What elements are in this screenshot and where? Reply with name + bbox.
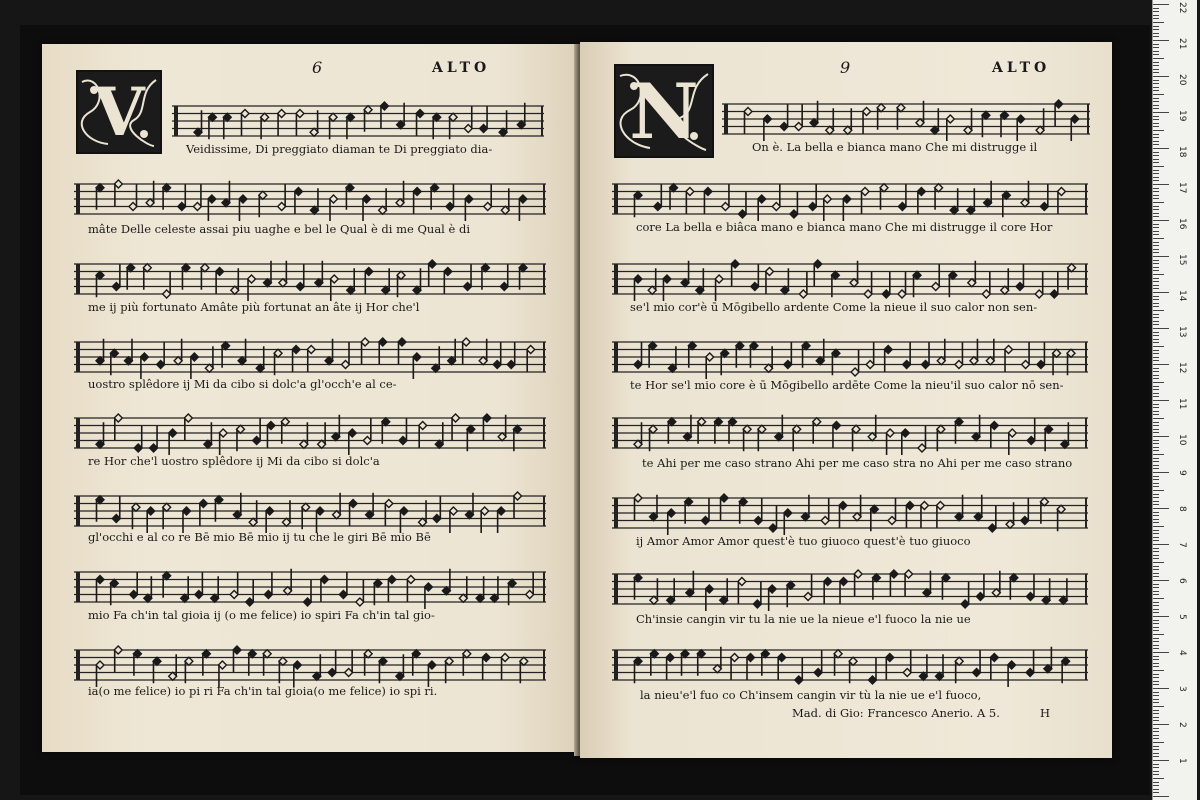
ruler-tick bbox=[1153, 447, 1159, 448]
ruler-tick bbox=[1153, 130, 1164, 131]
ruler-tick bbox=[1153, 112, 1169, 113]
ruler-tick bbox=[1153, 213, 1159, 214]
ruler-tick bbox=[1153, 198, 1159, 199]
music-staff bbox=[612, 404, 1088, 438]
ruler-tick bbox=[1153, 249, 1159, 250]
ruler-tick bbox=[1153, 587, 1159, 588]
ruler-tick bbox=[1153, 602, 1159, 603]
ruler-tick bbox=[1153, 105, 1159, 106]
music-staff bbox=[74, 636, 546, 670]
ruler-tick bbox=[1153, 216, 1159, 217]
ruler-tick bbox=[1153, 72, 1159, 73]
ruler-tick bbox=[1153, 44, 1159, 45]
ruler-tick bbox=[1153, 699, 1159, 700]
ruler-tick bbox=[1153, 774, 1159, 775]
ruler-tick bbox=[1153, 317, 1159, 318]
ruler-tick bbox=[1153, 47, 1159, 48]
ruler-tick bbox=[1153, 375, 1159, 376]
ruler-tick bbox=[1153, 29, 1159, 30]
ruler-tick bbox=[1153, 778, 1164, 779]
lyric-line: me ij più fortunato Amâte più fortunat an âte ij Hor che'l bbox=[88, 300, 420, 314]
ruler-tick bbox=[1153, 108, 1159, 109]
ruler-tick bbox=[1153, 519, 1159, 520]
ruler-tick bbox=[1153, 15, 1159, 16]
ruler-tick bbox=[1153, 335, 1159, 336]
ruler-tick bbox=[1153, 710, 1159, 711]
ruler-tick bbox=[1153, 141, 1159, 142]
music-staff bbox=[74, 250, 546, 284]
ruler-tick bbox=[1153, 497, 1159, 498]
ruler-number: 21 bbox=[1177, 38, 1187, 50]
ruler-number: 3 bbox=[1177, 686, 1187, 692]
music-staff bbox=[722, 90, 1090, 124]
ruler-number: 17 bbox=[1177, 182, 1187, 194]
ruler-tick bbox=[1153, 83, 1159, 84]
ruler-tick bbox=[1153, 429, 1159, 430]
ruler-tick bbox=[1153, 202, 1164, 203]
ruler-tick bbox=[1153, 771, 1159, 772]
ruler-tick bbox=[1153, 184, 1169, 185]
ruler-tick bbox=[1153, 731, 1159, 732]
music-staff bbox=[612, 170, 1088, 204]
ruler-tick bbox=[1153, 126, 1159, 127]
ruler-tick bbox=[1153, 414, 1159, 415]
ruler-tick bbox=[1153, 494, 1159, 495]
ruler-tick bbox=[1153, 706, 1164, 707]
ruler-tick bbox=[1153, 566, 1159, 567]
right-part-name: ALTO bbox=[992, 60, 1051, 76]
ruler-tick bbox=[1153, 400, 1169, 401]
initial-letter-left: V bbox=[93, 73, 145, 151]
ruler-tick bbox=[1153, 234, 1159, 235]
ruler-tick bbox=[1153, 51, 1159, 52]
ruler-tick bbox=[1153, 303, 1159, 304]
ruler-tick bbox=[1153, 508, 1169, 509]
ruler-tick bbox=[1153, 648, 1159, 649]
ruler-tick bbox=[1153, 436, 1169, 437]
ruler-tick bbox=[1153, 4, 1169, 5]
music-staff bbox=[612, 636, 1088, 670]
ruler-tick bbox=[1153, 292, 1169, 293]
ruler-tick bbox=[1153, 609, 1159, 610]
lyric-line: Ch'insie cangin vir tu la nie ue la nieue e'l fuoco la nie ue bbox=[636, 612, 971, 626]
decorated-initial-left bbox=[76, 70, 162, 154]
ruler-tick bbox=[1153, 764, 1159, 765]
ruler-tick bbox=[1153, 33, 1159, 34]
ruler-tick bbox=[1153, 713, 1159, 714]
ruler-tick bbox=[1153, 598, 1164, 599]
ruler-tick bbox=[1153, 245, 1159, 246]
ruler-tick bbox=[1153, 155, 1159, 156]
ruler-tick bbox=[1153, 522, 1159, 523]
music-staff bbox=[74, 482, 546, 516]
ruler-number: 15 bbox=[1177, 254, 1187, 266]
ruler-tick bbox=[1153, 792, 1159, 793]
ruler-tick bbox=[1153, 562, 1164, 563]
ruler-tick bbox=[1153, 224, 1159, 225]
lyric-line: mio Fa ch'in tal gioia ij (o me felice) io spiri Fa ch'in tal gio- bbox=[88, 608, 435, 622]
ruler-tick bbox=[1153, 440, 1159, 441]
ruler-tick bbox=[1153, 26, 1159, 27]
ruler-number: 4 bbox=[1177, 650, 1187, 656]
ruler-tick bbox=[1153, 306, 1159, 307]
measurement-ruler bbox=[1152, 0, 1197, 800]
ruler-tick bbox=[1153, 591, 1159, 592]
ruler-tick bbox=[1153, 548, 1159, 549]
lyric-line: te Ahi per me caso strano Ahi per me caso stra no Ahi per me caso strano bbox=[642, 456, 1073, 470]
ruler-number: 2 bbox=[1177, 722, 1187, 728]
music-staff bbox=[612, 484, 1088, 518]
ruler-tick bbox=[1153, 263, 1159, 264]
lyric-line: ia(o me felice) io pi ri Fa ch'in tal gioia(o me felice) io spi ri. bbox=[88, 684, 438, 698]
ruler-tick bbox=[1153, 353, 1159, 354]
ruler-tick bbox=[1153, 620, 1159, 621]
ruler-tick bbox=[1153, 580, 1169, 581]
ruler-tick bbox=[1153, 422, 1159, 423]
ruler-tick bbox=[1153, 695, 1159, 696]
right-page-number: 9 bbox=[840, 58, 851, 77]
ruler-tick bbox=[1153, 702, 1159, 703]
ruler-tick bbox=[1153, 692, 1159, 693]
ruler-tick bbox=[1153, 252, 1159, 253]
ruler-number: 10 bbox=[1177, 434, 1187, 446]
left-part-name: ALTO bbox=[432, 60, 491, 76]
ruler-tick bbox=[1153, 393, 1159, 394]
ruler-tick bbox=[1153, 688, 1169, 689]
ruler-tick bbox=[1153, 540, 1159, 541]
ruler-tick bbox=[1153, 177, 1159, 178]
ruler-tick bbox=[1153, 472, 1169, 473]
ruler-number: 11 bbox=[1177, 398, 1187, 410]
ruler-tick bbox=[1153, 90, 1159, 91]
ruler-tick bbox=[1153, 206, 1159, 207]
ruler-tick bbox=[1153, 144, 1159, 145]
lyric-line: te Hor se'l mio core è ū Mōgibello ardēte Come la nieu'il suo calor nō sen- bbox=[630, 378, 1064, 392]
ruler-tick bbox=[1153, 450, 1159, 451]
ruler-tick bbox=[1153, 504, 1159, 505]
ruler-tick bbox=[1153, 537, 1159, 538]
ruler-tick bbox=[1153, 270, 1159, 271]
decorated-initial-right bbox=[614, 64, 714, 158]
ruler-tick bbox=[1153, 782, 1159, 783]
ruler-tick bbox=[1153, 360, 1159, 361]
ruler-number: 7 bbox=[1177, 542, 1187, 548]
signature-mark: H bbox=[1040, 706, 1051, 720]
music-staff bbox=[74, 170, 546, 204]
ruler-tick bbox=[1153, 220, 1169, 221]
ruler-number: 20 bbox=[1177, 74, 1187, 86]
ruler-tick bbox=[1153, 281, 1159, 282]
lyric-line: se'l mio cor'è ū Mōgibello ardente Come la nieue il suo calor non sen- bbox=[630, 300, 1038, 314]
ruler-tick bbox=[1153, 767, 1159, 768]
ruler-number: 14 bbox=[1177, 290, 1187, 302]
ruler-tick bbox=[1153, 526, 1164, 527]
music-staff bbox=[612, 560, 1088, 594]
lyric-line: mâte Delle celeste assai piu uaghe e bel le Qual è di me Qual è di bbox=[88, 222, 471, 236]
ruler-tick bbox=[1153, 357, 1159, 358]
ruler-tick bbox=[1153, 501, 1159, 502]
ruler-tick bbox=[1153, 166, 1164, 167]
ruler-tick bbox=[1153, 288, 1159, 289]
ruler-tick bbox=[1153, 796, 1169, 797]
ruler-tick bbox=[1153, 321, 1159, 322]
ruler-tick bbox=[1153, 454, 1164, 455]
ruler-tick bbox=[1153, 324, 1159, 325]
ruler-tick bbox=[1153, 364, 1169, 365]
ruler-tick bbox=[1153, 674, 1159, 675]
ruler-tick bbox=[1153, 180, 1159, 181]
ruler-tick bbox=[1153, 80, 1159, 81]
ruler-tick bbox=[1153, 119, 1159, 120]
ruler-tick bbox=[1153, 641, 1159, 642]
ruler-tick bbox=[1153, 188, 1159, 189]
ruler-tick bbox=[1153, 569, 1159, 570]
ruler-tick bbox=[1153, 191, 1159, 192]
ruler-tick bbox=[1153, 742, 1164, 743]
ruler-tick bbox=[1153, 116, 1159, 117]
ruler-tick bbox=[1153, 242, 1159, 243]
ruler-tick bbox=[1153, 382, 1164, 383]
ruler-tick bbox=[1153, 260, 1159, 261]
ruler-tick bbox=[1153, 512, 1159, 513]
ruler-tick bbox=[1153, 11, 1159, 12]
ruler-tick bbox=[1153, 368, 1159, 369]
ruler-tick bbox=[1153, 65, 1159, 66]
ruler-tick bbox=[1153, 717, 1159, 718]
ruler-tick bbox=[1153, 458, 1159, 459]
ruler-tick bbox=[1153, 350, 1159, 351]
ruler-tick bbox=[1153, 576, 1159, 577]
ruler-tick bbox=[1153, 134, 1159, 135]
ruler-tick bbox=[1153, 749, 1159, 750]
ruler-tick bbox=[1153, 296, 1159, 297]
ruler-tick bbox=[1153, 378, 1159, 379]
ruler-tick bbox=[1153, 515, 1159, 516]
ruler-number: 18 bbox=[1177, 146, 1187, 158]
ruler-tick bbox=[1153, 555, 1159, 556]
ruler-number: 13 bbox=[1177, 326, 1187, 338]
lyric-line: core La bella e biâca mano e bianca mano Che mi distrugge il core Hor bbox=[636, 220, 1053, 234]
ruler-tick bbox=[1153, 346, 1164, 347]
ruler-tick bbox=[1153, 76, 1169, 77]
ruler-tick bbox=[1153, 612, 1159, 613]
music-staff bbox=[74, 558, 546, 592]
ruler-tick bbox=[1153, 162, 1159, 163]
ruler-number: 9 bbox=[1177, 470, 1187, 476]
composer-attribution: Mad. di Gio: Francesco Anerio. A 5. bbox=[792, 706, 1000, 720]
ruler-tick bbox=[1153, 735, 1159, 736]
ruler-number: 8 bbox=[1177, 506, 1187, 512]
ruler-tick bbox=[1153, 476, 1159, 477]
ruler-number: 19 bbox=[1177, 110, 1187, 122]
ruler-tick bbox=[1153, 785, 1159, 786]
ruler-tick bbox=[1153, 69, 1159, 70]
ruler-tick bbox=[1153, 432, 1159, 433]
initial-letter-right: N bbox=[629, 66, 699, 156]
ruler-tick bbox=[1153, 663, 1159, 664]
ruler-tick bbox=[1153, 486, 1159, 487]
left-page-number: 6 bbox=[312, 58, 323, 77]
ruler-tick bbox=[1153, 342, 1159, 343]
ruler-tick bbox=[1153, 724, 1169, 725]
lyric-line: On è. La bella e bianca mano Che mi distrugge il bbox=[752, 140, 1038, 154]
ruler-tick bbox=[1153, 623, 1159, 624]
ruler-tick bbox=[1153, 684, 1159, 685]
ruler-tick bbox=[1153, 584, 1159, 585]
ruler-tick bbox=[1153, 461, 1159, 462]
ruler-tick bbox=[1153, 159, 1159, 160]
ruler-tick bbox=[1153, 746, 1159, 747]
ruler-tick bbox=[1153, 443, 1159, 444]
ruler-tick bbox=[1153, 728, 1159, 729]
ruler-tick bbox=[1153, 8, 1159, 9]
ruler-tick bbox=[1153, 58, 1164, 59]
ruler-tick bbox=[1153, 328, 1169, 329]
ruler-tick bbox=[1153, 278, 1159, 279]
ruler-tick bbox=[1153, 173, 1159, 174]
ruler-tick bbox=[1153, 36, 1159, 37]
ruler-tick bbox=[1153, 760, 1169, 761]
ruler-tick bbox=[1153, 605, 1159, 606]
music-staff bbox=[74, 404, 546, 438]
ruler-tick bbox=[1153, 62, 1159, 63]
ruler-tick bbox=[1153, 738, 1159, 739]
ruler-tick bbox=[1153, 530, 1159, 531]
ruler-tick bbox=[1153, 101, 1159, 102]
music-staff bbox=[612, 250, 1088, 284]
ruler-tick bbox=[1153, 396, 1159, 397]
ruler-number: 22 bbox=[1177, 2, 1187, 14]
ruler-tick bbox=[1153, 533, 1159, 534]
ruler-tick bbox=[1153, 407, 1159, 408]
ruler-tick bbox=[1153, 479, 1159, 480]
ruler-tick bbox=[1153, 310, 1164, 311]
ruler-tick bbox=[1153, 231, 1159, 232]
ruler-tick bbox=[1153, 677, 1159, 678]
ruler-tick bbox=[1153, 238, 1164, 239]
ruler-tick bbox=[1153, 371, 1159, 372]
ruler-number: 5 bbox=[1177, 614, 1187, 620]
ruler-tick bbox=[1153, 94, 1164, 95]
ruler-tick bbox=[1153, 753, 1159, 754]
ruler-tick bbox=[1153, 152, 1159, 153]
lyric-line: re Hor che'l uostro splêdore ij Mi da cibo si dolc'a bbox=[88, 454, 380, 468]
ruler-tick bbox=[1153, 573, 1159, 574]
ruler-tick bbox=[1153, 627, 1159, 628]
ruler-tick bbox=[1153, 267, 1159, 268]
ruler-tick bbox=[1153, 638, 1159, 639]
ruler-tick bbox=[1153, 332, 1159, 333]
ruler-tick bbox=[1153, 490, 1164, 491]
ruler-tick bbox=[1153, 645, 1159, 646]
ruler-tick bbox=[1153, 274, 1164, 275]
ruler-tick bbox=[1153, 386, 1159, 387]
ruler-tick bbox=[1153, 148, 1169, 149]
ruler-number: 12 bbox=[1177, 362, 1187, 374]
ruler-tick bbox=[1153, 195, 1159, 196]
ruler-tick bbox=[1153, 465, 1159, 466]
ruler-tick bbox=[1153, 18, 1159, 19]
lyric-line: la nieu'e'l fuo co Ch'insem cangin vir tù la nie ue e'l fuoco, bbox=[640, 688, 982, 702]
ruler-tick bbox=[1153, 483, 1159, 484]
ruler-number: 1 bbox=[1177, 758, 1187, 764]
ruler-tick bbox=[1153, 404, 1159, 405]
ruler-tick bbox=[1153, 209, 1159, 210]
ruler-tick bbox=[1153, 54, 1159, 55]
ruler-tick bbox=[1153, 227, 1159, 228]
ruler-tick bbox=[1153, 411, 1159, 412]
ruler-tick bbox=[1153, 339, 1159, 340]
ruler-tick bbox=[1153, 22, 1164, 23]
ruler-tick bbox=[1153, 137, 1159, 138]
music-staff bbox=[612, 328, 1088, 362]
ruler-tick bbox=[1153, 551, 1159, 552]
ruler-tick bbox=[1153, 634, 1164, 635]
ruler-tick bbox=[1153, 652, 1169, 653]
ruler-tick bbox=[1153, 285, 1159, 286]
ruler-tick bbox=[1153, 98, 1159, 99]
ruler-tick bbox=[1153, 720, 1159, 721]
ruler-tick bbox=[1153, 681, 1159, 682]
ruler-tick bbox=[1153, 594, 1159, 595]
lyric-line: uostro splêdore ij Mi da cibo si dolc'a gl'occh'e al ce- bbox=[88, 377, 397, 391]
ruler-tick bbox=[1153, 170, 1159, 171]
ruler-tick bbox=[1153, 389, 1159, 390]
ruler-tick bbox=[1153, 123, 1159, 124]
ruler-tick bbox=[1153, 256, 1169, 257]
ruler-number: 16 bbox=[1177, 218, 1187, 230]
ruler-tick bbox=[1153, 425, 1159, 426]
ruler-tick bbox=[1153, 756, 1159, 757]
ruler-tick bbox=[1153, 666, 1159, 667]
ruler-tick bbox=[1153, 558, 1159, 559]
ruler-tick bbox=[1153, 40, 1169, 41]
ruler-tick bbox=[1153, 544, 1169, 545]
ruler-tick bbox=[1153, 299, 1159, 300]
ruler-tick bbox=[1153, 630, 1159, 631]
ruler-number: 6 bbox=[1177, 578, 1187, 584]
ruler-tick bbox=[1153, 659, 1159, 660]
lyric-line: Veidissime, Di preggiato diaman te Di preggiato dia- bbox=[186, 142, 493, 156]
ruler-tick bbox=[1153, 314, 1159, 315]
lyric-line: gl'occhi e al co re Bē mio Bē mio ij tu che le giri Bē mio Bē bbox=[88, 530, 431, 544]
music-staff bbox=[74, 328, 546, 362]
ruler-tick bbox=[1153, 789, 1159, 790]
ruler-tick bbox=[1153, 616, 1169, 617]
lyric-line: ij Amor Amor Amor quest'è tuo giuoco quest'è tuo giuoco bbox=[636, 534, 971, 548]
ruler-tick bbox=[1153, 87, 1159, 88]
ruler-tick bbox=[1153, 656, 1159, 657]
ruler-tick bbox=[1153, 418, 1164, 419]
music-staff bbox=[172, 92, 544, 126]
ruler-tick bbox=[1153, 468, 1159, 469]
ruler-tick bbox=[1153, 670, 1164, 671]
